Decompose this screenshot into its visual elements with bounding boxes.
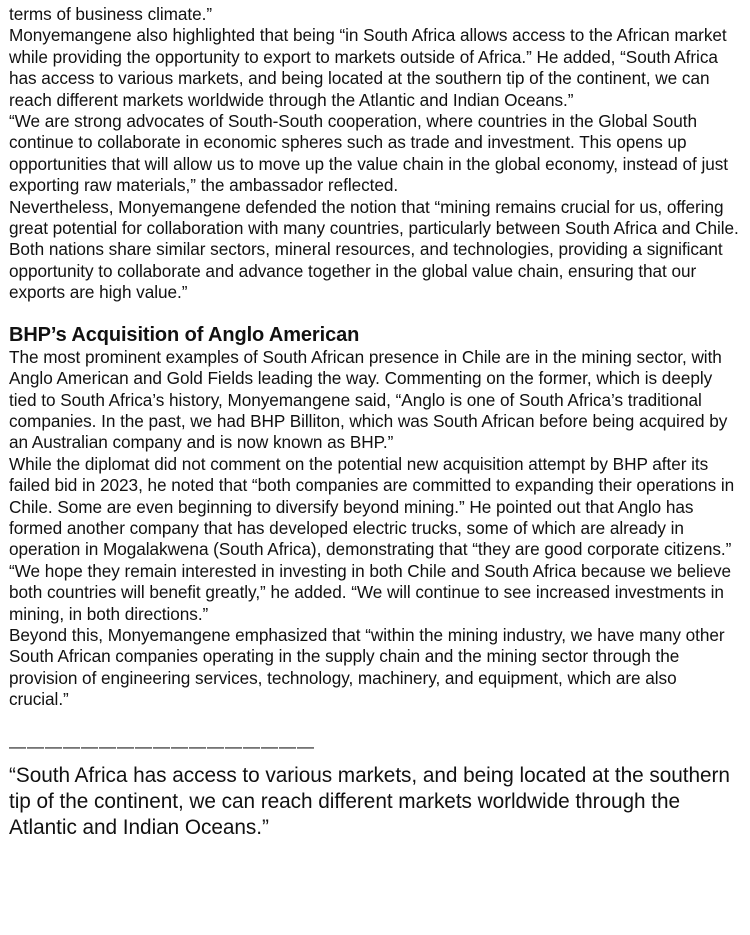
divider-line: —————————————————: [9, 736, 315, 756]
section-spacer: [9, 304, 741, 324]
section-heading: BHP’s Acquisition of Anglo American: [9, 323, 360, 346]
section-paragraph-2: While the diplomat did not comment on the potential new acquisition attempt by BHP after its failed bid in 2023, he noted that “both companies are committed to expanding their operations in Chile. Some are even beginning to diversify beyond mining.” He pointed out that Anglo has formed another company that has developed electric trucks, some of which are already in operation in Mogalakwena (South Africa), demonstrating that “they are good corporate citizens.”: [9, 453, 735, 560]
intro-paragraph-1: terms of business climate.”: [9, 4, 213, 24]
intro-paragraph-2: Monyemangene also highlighted that being “in South Africa allows access to the African market while providing the opportunity to export to markets outside of Africa.” He added, “South Africa has access to various markets, and being located at the southern tip of the continent, we can reach different markets worldwide through the Atlantic and Indian Oceans.”: [9, 25, 727, 110]
section-paragraph-3: “We hope they remain interested in investing in both Chile and South Africa because we believe both countries will benefit greatly,” he added. “We will continue to see increased investments in mining, in both directions.”: [9, 560, 732, 624]
pull-quote: “South Africa has access to various markets, and being located at the southern tip of the continent, we can reach different markets worldwide through the Atlantic and Indian Oceans.”: [9, 763, 730, 839]
section-paragraph-4: Beyond this, Monyemangene emphasized that “within the mining industry, we have many other South African companies operating in the supply chain and the mining sector through the provision of engineering services, technology, machinery, and equipment, which are also crucial.”: [9, 624, 725, 710]
intro-paragraph-3: “We are strong advocates of South-South cooperation, where countries in the Global South continue to collaborate in economic spheres such as trade and investment. This opens up opportunities that will allow us to move up the value chain in the global economy, instead of just exporting raw materials,” the ambassador reflected.: [9, 111, 728, 196]
intro-paragraph-4: Nevertheless, Monyemangene defended the notion that “mining remains crucial for us, offering great potential for collaboration with many countries, particularly between South Africa and Chile. Both nations share similar sectors, mineral resources, and technologies, providing a significant opportunity to collaborate and advance together in the global value chain, ensuring that our exports are high value.”: [9, 196, 739, 303]
section-paragraph-1: The most prominent examples of South African presence in Chile are in the mining sector, with Anglo American and Gold Fields leading the way. Commenting on the former, which is deeply tied to South Africa’s history, Monyemangene said, “Anglo is one of South Africa’s traditional companies. In the past, we had BHP Billiton, which was South African before being acquired by an Australian company and is now known as BHP.”: [9, 346, 728, 453]
